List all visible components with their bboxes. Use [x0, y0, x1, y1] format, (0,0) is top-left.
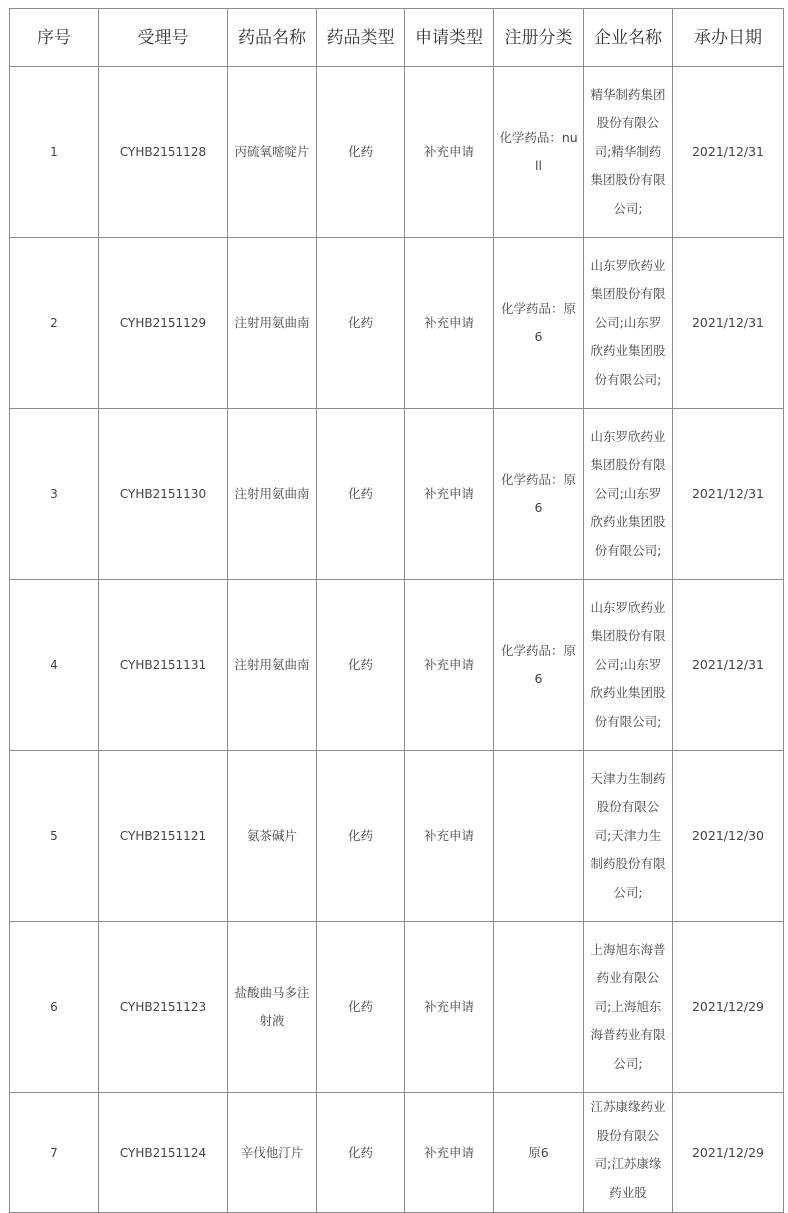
cell-serial-no: 3 [10, 409, 99, 580]
cell-drug-name: 注射用氨曲南 [228, 580, 317, 751]
header-company-name: 企业名称 [584, 9, 673, 67]
cell-acceptance-no: CYHB2151129 [99, 238, 228, 409]
cell-company-name: 上海旭东海普药业有限公司;上海旭东海普药业有限公司; [584, 922, 673, 1093]
cell-registration-class [494, 922, 584, 1093]
cell-serial-no: 2 [10, 238, 99, 409]
table-row [10, 67, 784, 238]
header-acceptance-no: 受理号 [99, 9, 228, 67]
cell-undertake-date: 2021/12/30 [673, 751, 784, 922]
table-row [10, 922, 784, 1093]
table-row [10, 580, 784, 751]
cell-drug-name: 辛伐他汀片 [228, 1093, 317, 1213]
cell-serial-no: 6 [10, 922, 99, 1093]
cell-serial-no: 7 [10, 1093, 99, 1213]
table-row [10, 238, 784, 409]
header-application-type: 申请类型 [405, 9, 494, 67]
cell-drug-type: 化药 [317, 238, 405, 409]
drug-registration-table [9, 8, 784, 1213]
header-drug-name: 药品名称 [228, 9, 317, 67]
cell-drug-name: 盐酸曲马多注射液 [228, 922, 317, 1093]
cell-acceptance-no: CYHB2151130 [99, 409, 228, 580]
cell-drug-name: 注射用氨曲南 [228, 409, 317, 580]
cell-drug-type: 化药 [317, 580, 405, 751]
cell-drug-name: 丙硫氧嘧啶片 [228, 67, 317, 238]
cell-drug-type: 化药 [317, 67, 405, 238]
table-row [10, 409, 784, 580]
cell-drug-type: 化药 [317, 1093, 405, 1213]
cell-application-type: 补充申请 [405, 409, 494, 580]
cell-undertake-date: 2021/12/31 [673, 580, 784, 751]
table-row [10, 751, 784, 922]
cell-company-name: 天津力生制药股份有限公司;天津力生制药股份有限公司; [584, 751, 673, 922]
cell-undertake-date: 2021/12/29 [673, 922, 784, 1093]
cell-undertake-date: 2021/12/29 [673, 1093, 784, 1213]
cell-acceptance-no: CYHB2151128 [99, 67, 228, 238]
cell-serial-no: 5 [10, 751, 99, 922]
cell-registration-class: 化学药品：原6 [494, 409, 584, 580]
cell-company-name: 山东罗欣药业集团股份有限公司;山东罗欣药业集团股份有限公司; [584, 238, 673, 409]
cell-drug-name: 注射用氨曲南 [228, 238, 317, 409]
cell-registration-class: 原6 [494, 1093, 584, 1213]
cell-application-type: 补充申请 [405, 67, 494, 238]
cell-drug-type: 化药 [317, 751, 405, 922]
cell-acceptance-no: CYHB2151124 [99, 1093, 228, 1213]
cell-registration-class: 化学药品：原6 [494, 238, 584, 409]
cell-company-name: 山东罗欣药业集团股份有限公司;山东罗欣药业集团股份有限公司; [584, 580, 673, 751]
cell-company-name: 山东罗欣药业集团股份有限公司;山东罗欣药业集团股份有限公司; [584, 409, 673, 580]
header-registration-class: 注册分类 [494, 9, 584, 67]
cell-acceptance-no: CYHB2151123 [99, 922, 228, 1093]
cell-application-type: 补充申请 [405, 922, 494, 1093]
cell-acceptance-no: CYHB2151131 [99, 580, 228, 751]
cell-drug-type: 化药 [317, 409, 405, 580]
drug-registration-table-container [9, 8, 784, 1213]
cell-serial-no: 1 [10, 67, 99, 238]
cell-undertake-date: 2021/12/31 [673, 238, 784, 409]
cell-application-type: 补充申请 [405, 238, 494, 409]
cell-serial-no: 4 [10, 580, 99, 751]
cell-company-name: 江苏康缘药业股份有限公司;江苏康缘药业股 [584, 1093, 673, 1213]
cell-drug-name: 氨茶碱片 [228, 751, 317, 922]
cell-undertake-date: 2021/12/31 [673, 409, 784, 580]
cell-application-type: 补充申请 [405, 1093, 494, 1213]
cell-registration-class: 化学药品：原6 [494, 580, 584, 751]
cell-registration-class [494, 751, 584, 922]
header-serial-no: 序号 [10, 9, 99, 67]
cell-application-type: 补充申请 [405, 751, 494, 922]
table-header-row [10, 9, 784, 67]
cell-drug-type: 化药 [317, 922, 405, 1093]
cell-acceptance-no: CYHB2151121 [99, 751, 228, 922]
cell-undertake-date: 2021/12/31 [673, 67, 784, 238]
table-row [10, 1093, 784, 1213]
cell-registration-class: 化学药品：null [494, 67, 584, 238]
header-undertake-date: 承办日期 [673, 9, 784, 67]
cell-application-type: 补充申请 [405, 580, 494, 751]
cell-company-name: 精华制药集团股份有限公司;精华制药集团股份有限公司; [584, 67, 673, 238]
header-drug-type: 药品类型 [317, 9, 405, 67]
